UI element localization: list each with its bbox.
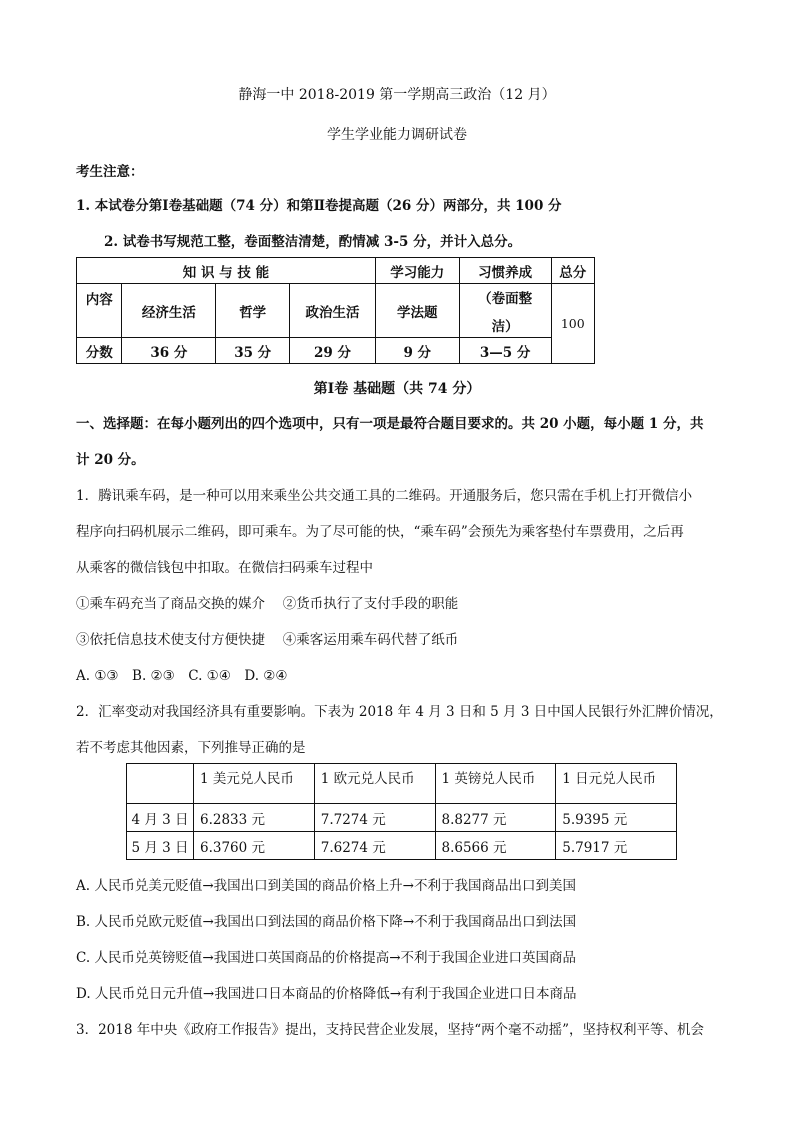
exam-title: 静海一中 2018-2019 第一学期高三政治（12 月）: [238, 87, 556, 103]
rate-cell: 7.6274 元: [314, 832, 435, 860]
score-value-neatness: 3—5 分: [459, 338, 551, 364]
score-header-habit: 习惯养成: [459, 258, 551, 284]
q2-option-a: A. 人民币兑美元贬值→我国出口到美国的商品价格上升→不利于我国商品出口到美国: [76, 878, 576, 894]
rate-table-corner: [127, 764, 194, 804]
section-title: 第Ⅰ卷 基础题（共 74 分）: [313, 381, 481, 397]
q1-choices: A. ①③ B. ②③ C. ①④ D. ②④: [76, 668, 288, 684]
score-total-value: 100: [551, 284, 594, 364]
score-content-neatness: [459, 284, 551, 338]
score-value-philosophy: 35 分: [216, 338, 290, 364]
q1-options-2: ③依托信息技术使支付方便快捷 ④乘客运用乘车码代替了纸币: [76, 632, 459, 648]
rate-cell: 8.8277 元: [435, 804, 556, 832]
rate-cell: 5.9395 元: [556, 804, 677, 832]
score-value-politics: 29 分: [290, 338, 376, 364]
rate-row-date: 4 月 3 日: [127, 804, 194, 832]
score-header-knowledge: 知 识 与 技 能: [77, 258, 376, 284]
section-instructions-2: 计 20 分。: [76, 452, 145, 468]
rate-cell: 6.2833 元: [194, 804, 315, 832]
q2-option-b: B. 人民币兑欧元贬值→我国出口到法国的商品价格下降→不利于我国商品出口到法国: [76, 914, 577, 930]
score-value-method: 9 分: [375, 338, 459, 364]
score-header-ability: 学习能力: [375, 258, 459, 284]
rate-header-usd: 1 美元兑人民币: [194, 764, 315, 804]
score-content-philosophy: 哲学: [216, 284, 290, 338]
rate-cell: 8.6566 元: [435, 832, 556, 860]
exam-subtitle: 学生学业能力调研试卷: [327, 127, 467, 143]
score-row-content-label: 内容: [77, 284, 122, 338]
q1-options-1: ①乘车码充当了商品交换的媒介 ②货币执行了支付手段的职能: [76, 596, 459, 612]
score-content-politics: 政治生活: [290, 284, 376, 338]
rate-cell: 7.7274 元: [314, 804, 435, 832]
q1-line-1: 1．腾讯乘车码，是一种可以用来乘坐公共交通工具的二维码。开通服务后，您只需在手机上打开微信小: [76, 488, 693, 504]
notice-heading: 考生注意：: [76, 164, 144, 180]
section-instructions-1: 一、选择题：在每小题列出的四个选项中，只有一项是最符合题目要求的。共 20 小题，每小题 1 分，共: [76, 416, 704, 432]
rate-header-eur: 1 欧元兑人民币: [314, 764, 435, 804]
q2-line-2: 若不考虑其他因素，下列推导正确的是: [76, 740, 306, 756]
rate-row-date: 5 月 3 日: [127, 832, 194, 860]
score-content-neatness-l1: （卷面整: [478, 290, 533, 307]
rate-cell: 5.7917 元: [556, 832, 677, 860]
score-table: [76, 257, 595, 364]
q1-line-3: 从乘客的微信钱包中扣取。在微信扫码乘车过程中: [76, 560, 373, 576]
notice-item-2: 2. 试卷书写规范工整，卷面整洁清楚，酌情减 3-5 分，并计入总分。: [104, 234, 522, 250]
q2-option-d: D. 人民币兑日元升值→我国进口日本商品的价格降低→有利于我国企业进口日本商品: [76, 986, 577, 1002]
score-row-score-label: 分数: [77, 338, 122, 364]
q3-line-1: 3．2018 年中央《政府工作报告》提出，支持民营企业发展，坚持“两个毫不动摇”，坚持权利平等、机会: [76, 1022, 705, 1038]
score-content-method: 学法题: [375, 284, 459, 338]
score-value-econ: 36 分: [122, 338, 216, 364]
score-content-econ: 经济生活: [122, 284, 216, 338]
notice-item-1: 1. 本试卷分第Ⅰ卷基础题（74 分）和第Ⅱ卷提高题（26 分）两部分，共 100 分: [76, 198, 562, 214]
q2-line-1: 2．汇率变动对我国经济具有重要影响。下表为 2018 年 4 月 3 日和 5 月 3 日中国人民银行外汇牌价情况，: [76, 704, 723, 720]
rate-cell: 6.3760 元: [194, 832, 315, 860]
rate-header-jpy: 1 日元兑人民币: [556, 764, 677, 804]
exchange-rate-table: [126, 763, 677, 860]
score-header-total: 总分: [551, 258, 594, 284]
q1-line-2: 程序向扫码机展示二维码，即可乘车。为了尽可能的快，“乘车码”会预先为乘客垫付车票费用，之后再: [76, 524, 684, 540]
score-content-neatness-l2: 洁）: [491, 318, 519, 335]
q2-option-c: C. 人民币兑英镑贬值→我国进口英国商品的价格提高→不利于我国企业进口英国商品: [76, 950, 577, 966]
rate-header-gbp: 1 英镑兑人民币: [435, 764, 556, 804]
